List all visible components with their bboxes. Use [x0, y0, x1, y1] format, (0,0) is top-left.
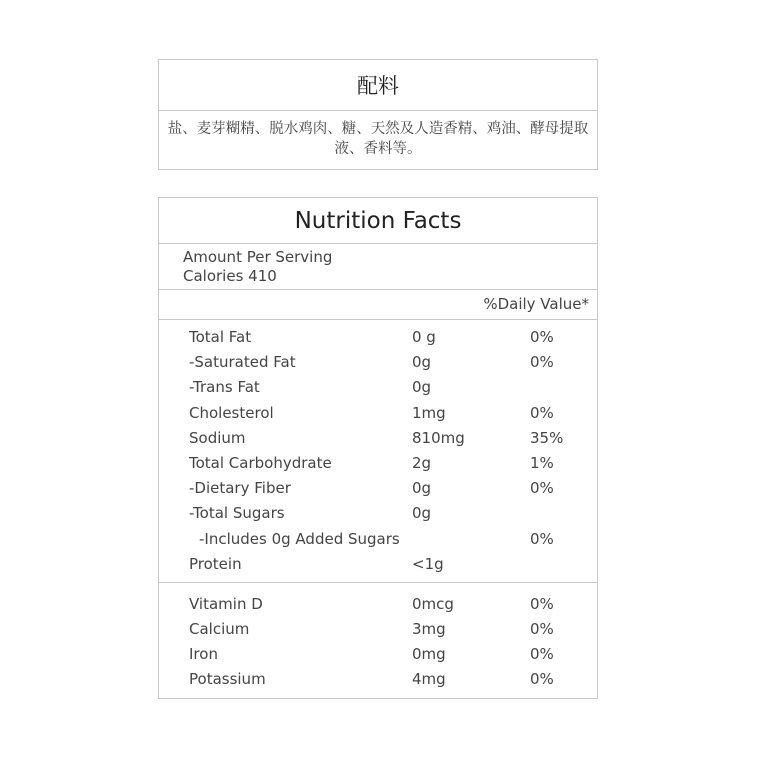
nutrient-amount: 1mg: [412, 403, 446, 422]
nutrient-name: Sodium: [189, 428, 246, 447]
nutrient-daily-value: 0%: [530, 403, 554, 422]
nutrient-row-total-fat: [159, 325, 597, 350]
nutrient-row-total-carbohydrate: [159, 451, 597, 476]
nutrient-daily-value: 0%: [530, 328, 554, 346]
nutrient-amount: 4mg: [412, 670, 446, 689]
amount-per-serving-section: [159, 244, 597, 290]
nutrient-name: Vitamin D: [189, 594, 263, 613]
nutrient-row-dietary-fiber: [159, 476, 597, 501]
nutrient-name: Total Carbohydrate: [189, 453, 332, 472]
vitamin-row-calcium: [159, 617, 597, 642]
nutrient-name: -Trans Fat: [189, 378, 260, 397]
nutrient-daily-value: 0%: [530, 479, 554, 498]
nutrient-name: -Saturated Fat: [189, 353, 296, 372]
nutrient-name: -Total Sugars: [189, 504, 285, 523]
nutrition-facts-title: Nutrition Facts: [159, 198, 597, 244]
nutrient-daily-value: 0%: [530, 529, 554, 548]
nutrient-row-trans-fat: [159, 375, 597, 400]
nutrient-amount: 0g: [412, 479, 432, 498]
nutrient-name: -Dietary Fiber: [189, 479, 291, 498]
nutrient-amount: 0mcg: [412, 594, 454, 613]
nutrient-row-cholesterol: [159, 401, 597, 426]
nutrition-facts-panel: [158, 197, 598, 699]
vitamin-rows: [159, 583, 597, 693]
nutrient-row-saturated-fat: [159, 350, 597, 375]
vitamin-row-vitamin-d: [159, 592, 597, 617]
nutrient-amount: 0g: [412, 353, 432, 372]
nutrient-daily-value: 1%: [530, 453, 554, 472]
nutrient-row-added-sugars: [159, 527, 597, 552]
nutrient-rows: [159, 320, 597, 583]
nutrient-daily-value: 35%: [530, 428, 564, 447]
nutrient-amount: 2g: [412, 453, 432, 472]
nutrient-row-sodium: [159, 426, 597, 451]
daily-value-header: %Daily Value*: [159, 290, 597, 320]
nutrient-amount: 0g: [412, 378, 432, 397]
vitamin-row-potassium: [159, 667, 597, 692]
nutrient-name: Potassium: [189, 670, 266, 689]
ingredients-panel: [158, 59, 598, 170]
nutrient-daily-value: 0%: [530, 645, 554, 664]
nutrient-daily-value: 0%: [530, 353, 554, 372]
amount-per-serving-label: Amount Per Serving: [183, 248, 333, 266]
nutrient-daily-value: 0%: [530, 670, 554, 689]
nutrient-amount: 0mg: [412, 645, 446, 664]
nutrient-amount: 0g: [412, 504, 432, 523]
nutrient-amount: 3mg: [412, 620, 446, 639]
nutrient-amount: 0 g: [412, 328, 436, 346]
vitamin-row-iron: [159, 642, 597, 667]
nutrient-name: -Includes 0g Added Sugars: [199, 529, 400, 548]
nutrient-name: Total Fat: [189, 328, 252, 346]
nutrient-daily-value: 0%: [530, 620, 554, 639]
nutrient-name: Cholesterol: [189, 403, 274, 422]
nutrient-name: Protein: [189, 554, 242, 573]
nutrient-amount: <1g: [412, 554, 444, 573]
nutrient-amount: 810mg: [412, 428, 465, 447]
nutrient-row-total-sugars: [159, 501, 597, 526]
nutrient-name: Calcium: [189, 620, 250, 639]
ingredients-text: 盐、麦芽糊精、脱水鸡肉、糖、天然及人造香精、鸡油、酵母提取液、香料等。: [167, 121, 589, 157]
nutrient-row-protein: [159, 552, 597, 577]
calories-label: Calories 410: [183, 267, 277, 285]
nutrient-name: Iron: [189, 645, 218, 664]
ingredients-title: 配料: [159, 60, 597, 111]
nutrient-daily-value: 0%: [530, 594, 554, 613]
